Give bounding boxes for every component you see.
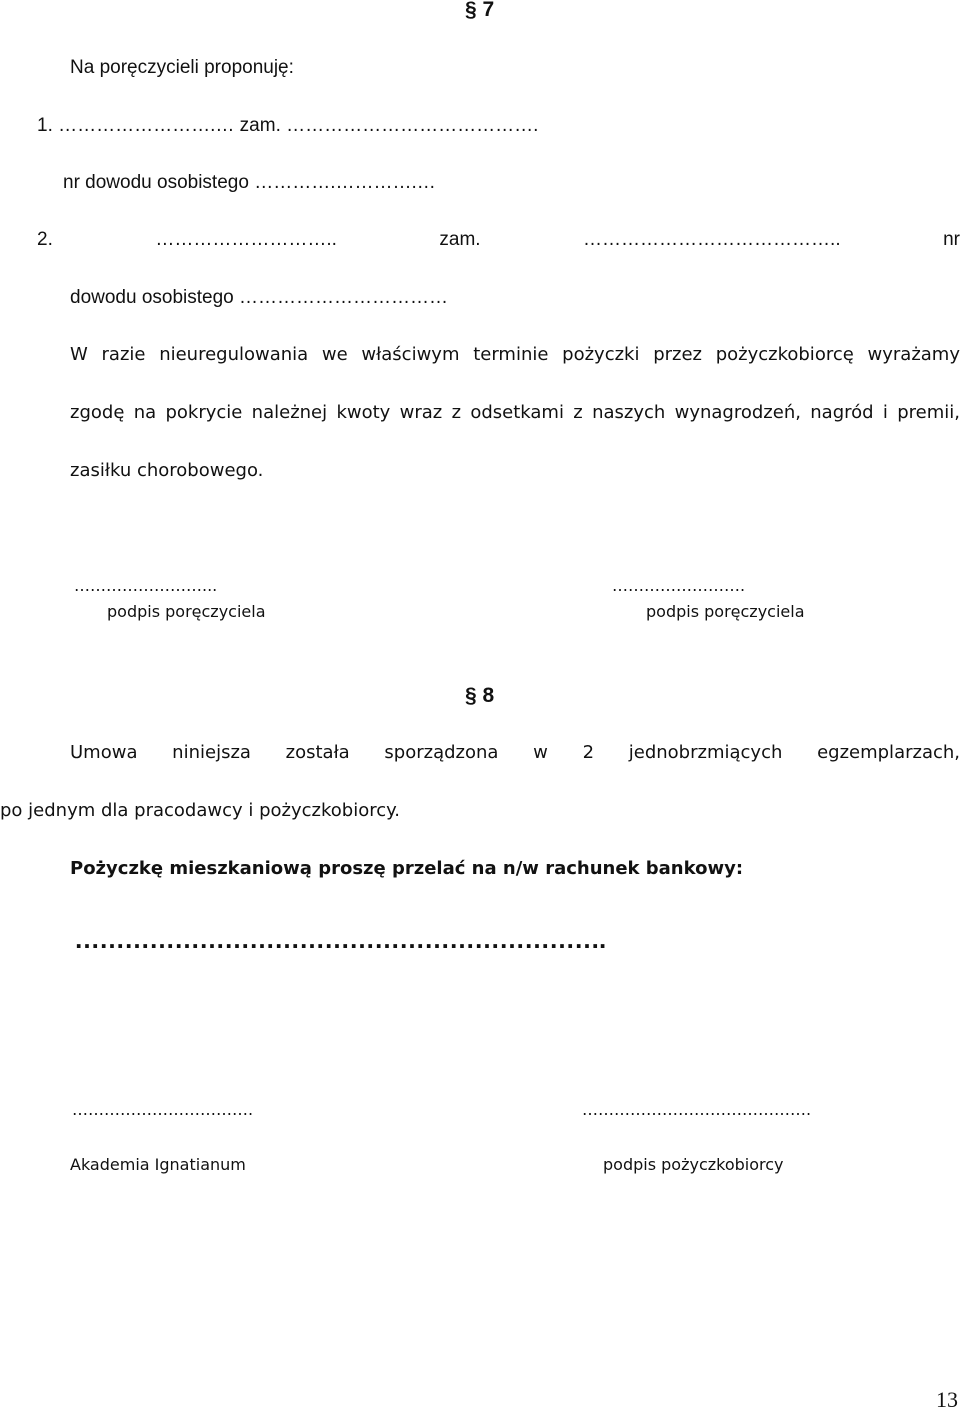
guarantor-2-line-1: 2. ……………………….. zam. ………………………………….. nr (37, 229, 960, 250)
borrower-signature-dots: ……………………………………. (582, 1100, 812, 1119)
page-number: 13 (936, 1387, 958, 1412)
employer-signature-label: Akademia Ignatianum (70, 1155, 246, 1174)
guarantor-signature-left-label: podpis poręczyciela (107, 602, 266, 621)
bank-account-dots: ………………………………………………………. (74, 924, 606, 954)
guarantor-1-line-2: nr dowodu osobistego ………….………….… (63, 172, 436, 193)
guarantor-signature-right-label: podpis poręczyciela (646, 602, 805, 621)
consent-line-1: W razie nieuregulowania we właściwym terminie pożyczki przez pożyczkobiorcę wyrażamy (70, 344, 960, 365)
guarantor-signature-left-dots: ……………………... (74, 576, 218, 595)
section-8-line-1: Umowa niniejsza została sporządzona w 2 jednobrzmiących egzemplarzach, (70, 742, 960, 763)
section-7-heading: § 7 (465, 0, 495, 21)
guarantor-2-line-2: dowodu osobistego …………………………… (70, 287, 449, 308)
bank-account-instruction: Pożyczkę mieszkaniową proszę przelać na n/w rachunek bankowy: (70, 858, 744, 879)
guarantor-1-line-1: 1. …………………….… zam. …………………………………. (37, 115, 539, 136)
consent-line-3: zasiłku chorobowego. (70, 460, 264, 481)
borrower-signature-label: podpis pożyczkobiorcy (603, 1155, 784, 1174)
employer-signature-dots: ……………………………. (72, 1100, 254, 1119)
consent-line-2: zgodę na pokrycie należnej kwoty wraz z odsetkami z naszych wynagrodzeń, nagród i premii, (70, 402, 960, 423)
guarantors-intro: Na poręczycieli proponuję: (70, 57, 294, 78)
guarantor-signature-right-dots: ……………………. (612, 576, 746, 595)
section-8-heading: § 8 (465, 684, 495, 707)
section-8-line-2: po jednym dla pracodawcy i pożyczkobiorcy. (0, 800, 400, 821)
